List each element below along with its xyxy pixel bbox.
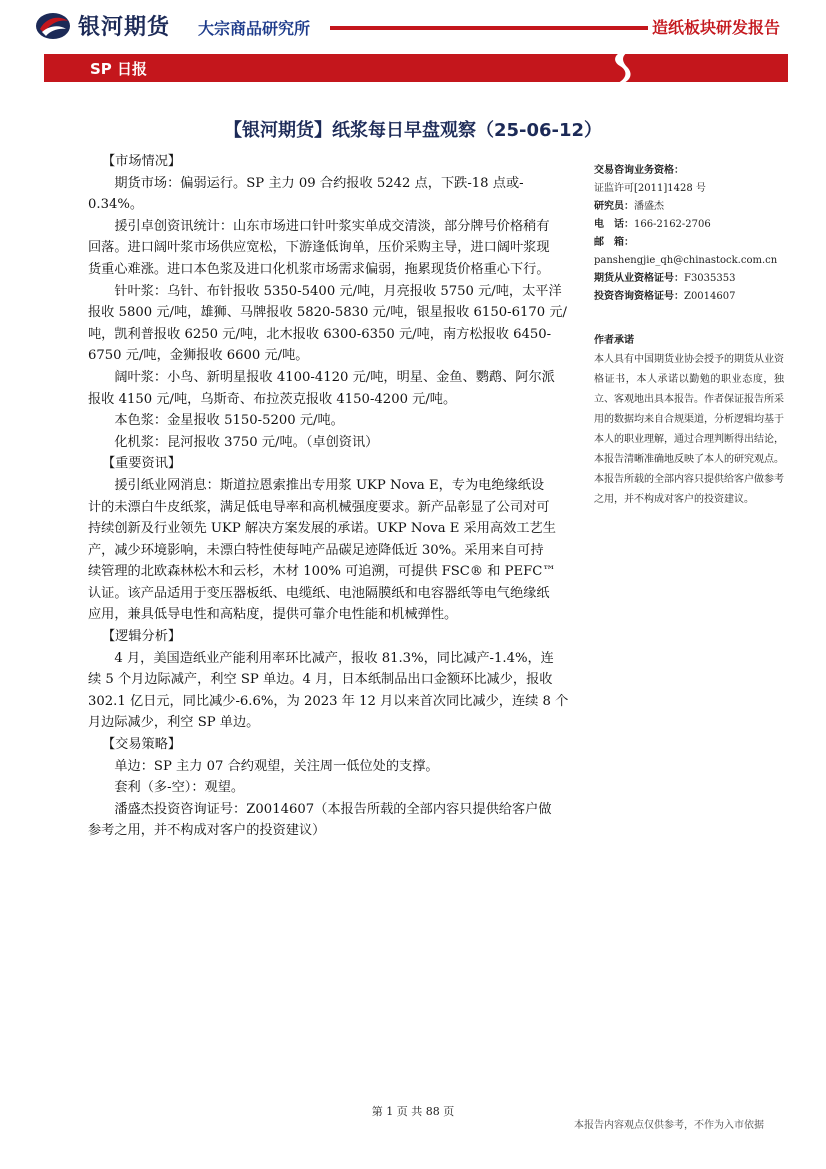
page-number: 第 1 页 共 88 页: [371, 1105, 455, 1118]
body-line: 持续创新及行业领先 UKP 解决方案发展的承诺。UKP Nova E 采用高效工艺生: [88, 521, 556, 537]
qualification-title: 交易咨询业务资格：: [594, 165, 684, 176]
body-line: 产，减少环境影响，未漂白特性使每吨产品碳足迹降低近 30%。采用来自可持: [88, 542, 544, 558]
section-heading: 【市场情况】: [102, 154, 182, 169]
section-heading: 【交易策略】: [102, 737, 182, 753]
body-line: 0.34%。: [88, 197, 144, 213]
body-line: 参考之用，并不构成对客户的投资建议）: [88, 823, 326, 839]
body-line: 月边际减少，利空 SP 单边。: [88, 715, 260, 731]
body-line: 化机浆：昆河报收 3750 元/吨。（卓创资讯）: [88, 434, 379, 450]
band-label: SP 日报: [90, 60, 148, 78]
body-line: 报收 5800 元/吨，雄狮、马牌报收 5820-5830 元/吨，银星报收 6150-6170 元/: [88, 305, 567, 321]
license-number: 证监许可[2011]1428 号: [594, 183, 706, 194]
body-line: 针叶浆：乌针、布针报收 5350-5400 元/吨，月亮报收 5750 元/吨，太平洋: [88, 283, 562, 299]
main-content: [88, 151, 576, 842]
report-band: [44, 54, 788, 82]
futures-cert-label: 期货从业资格证号：: [594, 273, 684, 284]
body-line: 期货市场：偏弱运行。SP 主力 09 合约报收 5242 点，下跌-18 点或-: [88, 175, 524, 191]
section-heading: 【逻辑分析】: [102, 629, 182, 645]
institute-name: 大宗商品研究所: [198, 19, 311, 38]
body-line: 报收 4150 元/吨，乌斯奇、布拉茨克报收 4150-4200 元/吨。: [88, 391, 457, 407]
section-heading: 【重要资讯】: [102, 456, 182, 472]
body-line: 回落。进口阔叶浆市场供应宽松，下游逢低询单，压价采购主导，进口阔叶浆现: [88, 240, 550, 256]
email-address[interactable]: panshengjie_qh@chinastock.com.cn: [594, 255, 778, 266]
sidebar: [594, 162, 784, 510]
promise-title: 作者承诺: [594, 335, 634, 346]
header-rule: [330, 26, 648, 30]
body-line: 吨，凯利普报收 6250 元/吨，北木报收 6300-6350 元/吨，南方松报收 6450-: [88, 326, 552, 342]
body-line: 续 5 个月边际减产，利空 SP 单边。4 月，日本纸制品出口金额环比减少，报收: [88, 672, 553, 688]
body-line: 续管理的北欧森林松木和云杉，木材 100% 可追溯，可提供 FSC® 和 PEFC™: [88, 564, 556, 580]
body-line: 本色浆：金星报收 5150-5200 元/吨。: [88, 413, 344, 429]
body-line: 应用，兼具低导电性和高粘度，提供可靠介电性能和机械弹性。: [88, 607, 458, 623]
body-line: 援引卓创资讯统计：山东市场进口针叶浆实单成交清淡，部分牌号价格稍有: [88, 218, 550, 234]
body-line: 4 月，美国造纸业产能利用率环比减产，报收 81.3%，同比减产-1.4%，连: [88, 650, 554, 666]
body-line: 援引纸业网消息：斯道拉恩索推出专用浆 UKP Nova E，专为电绝缘纸设: [88, 477, 545, 493]
futures-cert: F3035353: [684, 273, 736, 284]
swoosh-logo-icon: [602, 46, 642, 94]
brand-logo: [34, 10, 170, 41]
page-title: 【银河期货】纸浆每日早盘观察（25-06-12）: [223, 120, 603, 141]
body-line: 认证。该产品适用于变压器板纸、电缆纸、电池隔膜纸和电容器纸等电气绝缘纸: [88, 585, 550, 601]
body-line: 6750 元/吨，金狮报收 6600 元/吨。: [88, 348, 309, 364]
phone-label: 电 话：: [594, 219, 634, 230]
body-line: 计的未漂白牛皮纸浆，满足低电导率和高机械强度要求。新产品彰显了公司对可: [88, 499, 550, 515]
email-label: 邮 箱：: [594, 237, 634, 248]
phone-number: 166-2162-2706: [634, 219, 711, 230]
galaxy-logo-icon: [34, 11, 72, 41]
brand-name: 银河期货: [78, 15, 171, 40]
researcher-name: 潘盛杰: [634, 201, 664, 212]
researcher-label: 研究员：: [594, 201, 634, 212]
body-line: 套利（多-空）：观望。: [88, 780, 245, 796]
body-line: 302.1 亿日元，同比减少-6.6%，为 2023 年 12 月以来首次同比减少，连续 8 个: [88, 693, 569, 709]
report-type: 造纸板块研发报告: [652, 18, 781, 37]
body-line: 单边：SP 主力 07 合约观望，关注周一低位处的支撑。: [88, 758, 439, 774]
promise-text: 本人具有中国期货业协会授予的期货从业资格证书，本人承诺以勤勉的职业态度，独立、客观地出具本报告。作者保证报告所采用的数据均来自合规渠道，分析逻辑均基于本人的职业理解，通过合理判断得出结论，本报告清晰准确地反映了本人的研究观点。本报告所载的全部内容只提供给客户做参考之用，并不构成对客户的投资建议。: [594, 354, 784, 505]
invest-cert: Z0014607: [684, 291, 736, 302]
invest-cert-label: 投资咨询资格证号：: [594, 291, 684, 302]
footer-disclaimer: 本报告内容观点仅供参考，不作为入市依据: [574, 1120, 764, 1131]
body-line: 潘盛杰投资咨询证号：Z0014607（本报告所载的全部内容只提供给客户做: [88, 801, 552, 817]
body-line: 阔叶浆：小鸟、新明星报收 4100-4120 元/吨，明星、金鱼、鹦鹉、阿尔派: [88, 369, 555, 385]
body-line: 货重心难涨。进口本色浆及进口化机浆市场需求偏弱，拖累现货价格重心下行。: [88, 261, 550, 277]
